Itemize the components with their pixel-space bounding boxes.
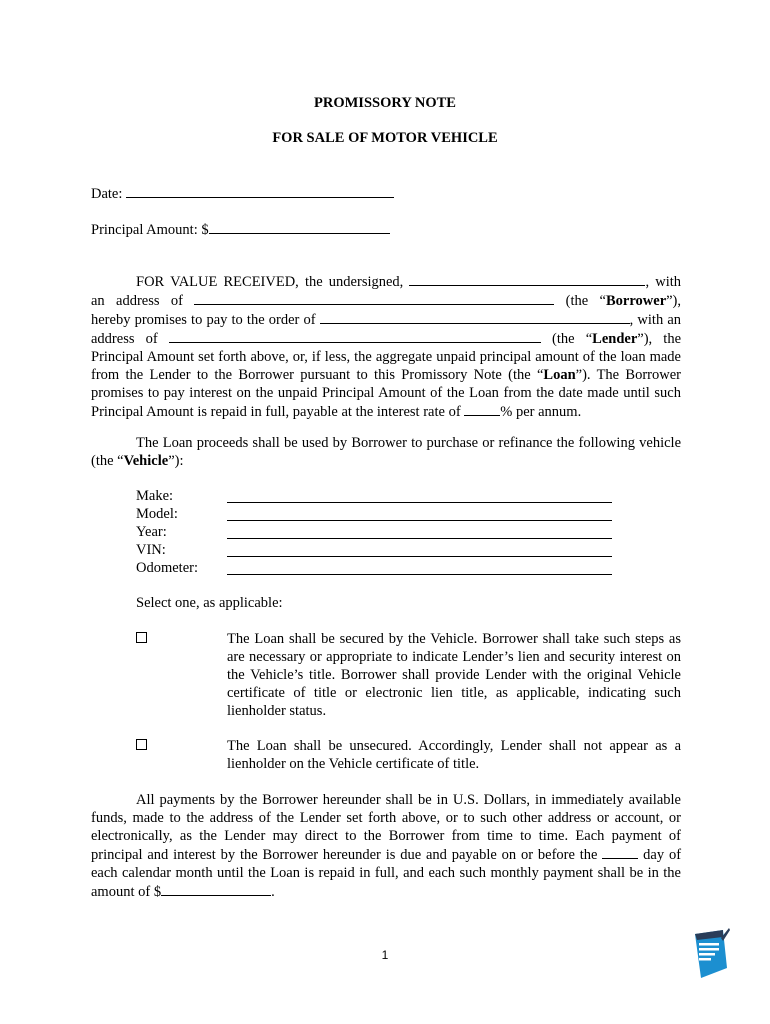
vehicle-vin-row bbox=[136, 542, 226, 559]
principal-line bbox=[91, 220, 390, 239]
option-unsecured-text: The Loan shall be unsecured. Accordingly, Lender shall not appear as a lienholder on the Vehicle certificate of title. bbox=[227, 738, 681, 772]
secured-checkbox[interactable] bbox=[136, 632, 147, 643]
unsecured-checkbox[interactable] bbox=[136, 739, 147, 750]
borrower-name-field[interactable] bbox=[409, 272, 645, 286]
principal-label: Principal Amount: $ bbox=[91, 222, 209, 238]
payment-amount-field[interactable] bbox=[161, 882, 271, 896]
select-one-label: Select one, as applicable: bbox=[136, 595, 283, 611]
vehicle-make-label: Make: bbox=[136, 488, 174, 504]
paragraph-loan-proceeds: The Loan proceeds shall be used by Borrower to purchase or refinance the following vehicle (the “Vehicle”): bbox=[91, 435, 681, 469]
lender-address-field[interactable] bbox=[169, 329, 541, 343]
vehicle-odometer-label: Odometer: bbox=[136, 560, 199, 576]
date-line bbox=[91, 184, 394, 203]
paragraph-payments: All payments by the Borrower hereunder shall be in U.S. Dollars, in immediately available funds, made to the address of the Lender set forth above, or to such other address or account, or electronically, as the Lender may direct to the Borrower from time to time. Each payment of principal and interest by the Borrower hereunder is due and payable on or before the day of each calendar month until the Loan is repaid in full, and each such monthly payment shall be in the amount of $ . bbox=[91, 792, 682, 900]
document-logo-icon bbox=[693, 928, 731, 980]
page-number: 1 bbox=[381, 948, 389, 962]
borrower-address-field[interactable] bbox=[194, 291, 554, 305]
vehicle-model-field[interactable] bbox=[227, 520, 612, 521]
vehicle-odometer-row bbox=[136, 560, 226, 577]
paragraph-value-received: FOR VALUE RECEIVED, the undersigned, , with an address of (the “Borrower”), hereby promises to pay to the order of , with an address of (the “Lender”), the Principal Amount set forth above, or, if less, the aggregate unpaid principal amount of the loan made from the Lender to the Borrower pursuant to this Promissory Note (the “Loan”). The Borrower promises to pay interest on the unpaid Principal Amount of the Loan from the date made until such Principal Amount is repaid in full, payable at the interest rate of % per annum. bbox=[91, 274, 682, 420]
date-label: Date: bbox=[91, 186, 123, 202]
option-secured-text: The Loan shall be secured by the Vehicle. Borrower shall take such steps as are necessary or appropriate to indicate Lender’s lien and security interest on the Vehicle’s title. Borrower shall provide Lender with the original Vehicle certificate of title or electronic lien title, as applicable, indicating such lienholder status. bbox=[227, 631, 681, 719]
payment-day-field[interactable] bbox=[602, 845, 638, 859]
vehicle-year-row bbox=[136, 524, 226, 541]
lender-name-field[interactable] bbox=[320, 310, 630, 324]
document-title: PROMISSORY NOTE bbox=[314, 95, 456, 111]
interest-rate-field[interactable] bbox=[464, 402, 500, 416]
vehicle-vin-label: VIN: bbox=[136, 542, 166, 558]
vehicle-model-label: Model: bbox=[136, 506, 178, 522]
vehicle-odometer-field[interactable] bbox=[227, 574, 612, 575]
vehicle-year-label: Year: bbox=[136, 524, 167, 540]
vehicle-make-field[interactable] bbox=[227, 502, 612, 503]
vehicle-year-field[interactable] bbox=[227, 538, 612, 539]
document-subtitle: FOR SALE OF MOTOR VEHICLE bbox=[272, 130, 498, 146]
principal-amount-field[interactable] bbox=[209, 220, 390, 234]
date-field[interactable] bbox=[126, 184, 394, 198]
vehicle-model-row bbox=[136, 506, 226, 523]
vehicle-make-row bbox=[136, 488, 226, 505]
vehicle-vin-field[interactable] bbox=[227, 556, 612, 557]
